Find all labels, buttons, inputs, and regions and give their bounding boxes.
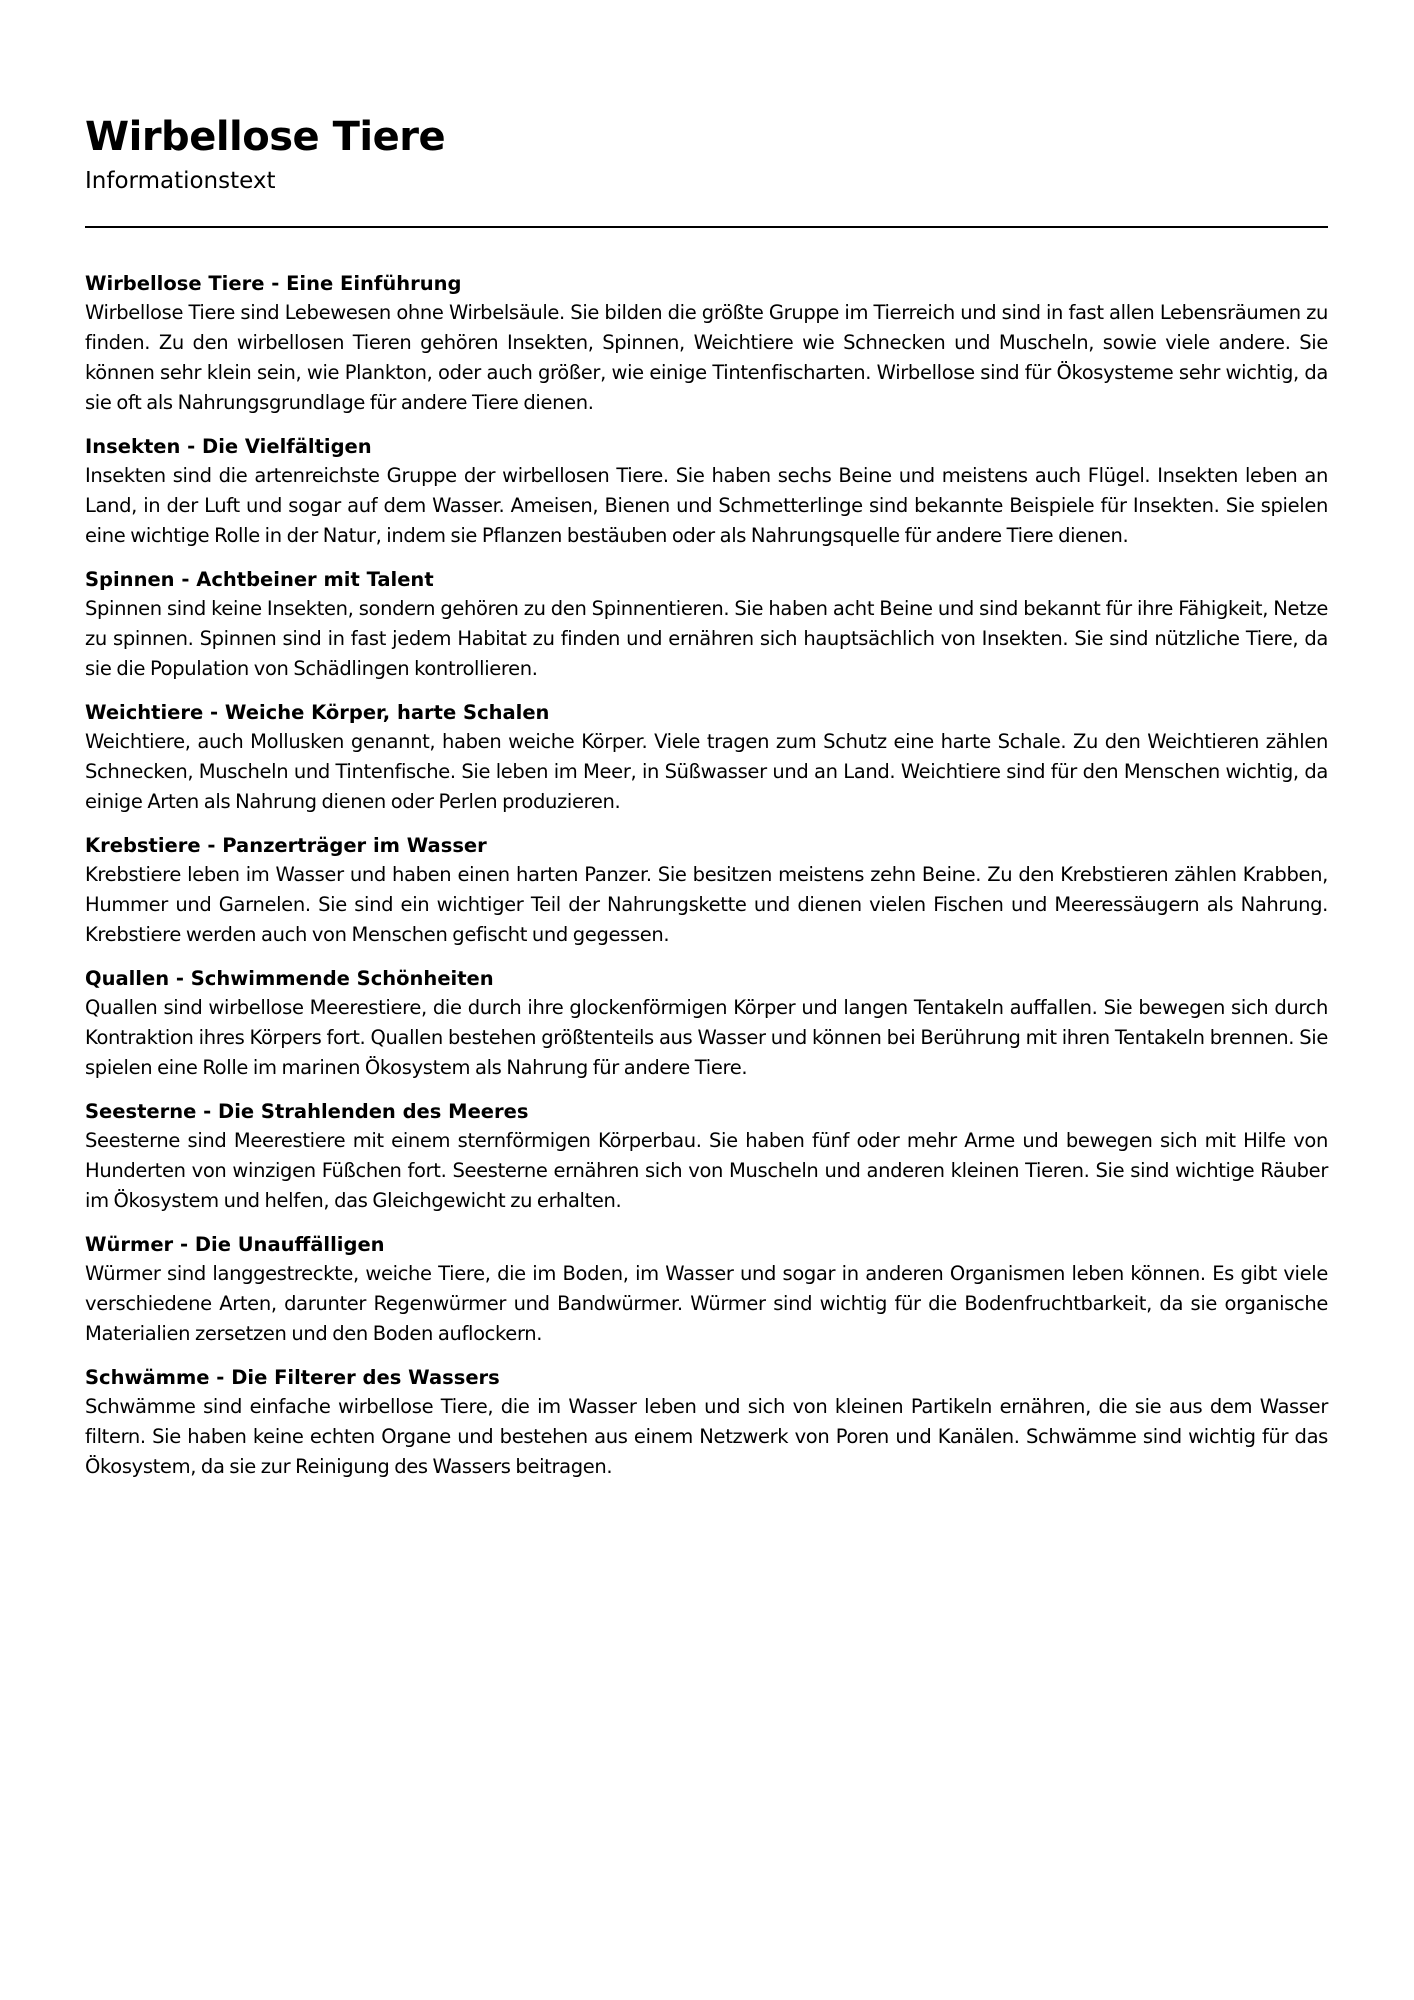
title-divider xyxy=(85,226,1328,228)
section-wuermer xyxy=(85,1230,1328,1349)
document-title: Wirbellose Tiere xyxy=(85,114,446,160)
section-heading: Insekten - Die Vielfältigen xyxy=(85,435,372,458)
section-text: Insekten sind die artenreichste Gruppe der wirbellosen Tiere. Sie haben sechs Beine und meistens auch Flügel. Insekten leben an Land, in der Luft und sogar auf dem Wasser. Ameisen, Bienen und Schmetterlinge sind bekannte Beispiele für Insekten. Sie spielen eine wichtige Rolle in der Natur, indem sie Pflanzen bestäuben oder als Nahrungsquelle für andere Tiere dienen. xyxy=(85,464,1328,547)
section-heading: Wirbellose Tiere - Eine Einführung xyxy=(85,272,462,295)
section-text: Würmer sind langgestreckte, weiche Tiere, die im Boden, im Wasser und sogar in anderen Organismen leben können. Es gibt viele verschiedene Arten, darunter Regenwürmer und Bandwürmer. Würmer sind wichtig für die Bodenfruchtbarkeit, da sie organische Materialien zersetzen und den Boden auflockern. xyxy=(85,1262,1328,1345)
section-text: Wirbellose Tiere sind Lebewesen ohne Wirbelsäule. Sie bilden die größte Gruppe im Tierreich und sind in fast allen Lebensräumen zu finden. Zu den wirbellosen Tieren gehören Insekten, Spinnen, Weichtiere wie Schnecken und Muscheln, sowie viele andere. Sie können sehr klein sein, wie Plankton, oder auch größer, wie einige Tintenfischarten. Wirbellose sind für Ökosysteme sehr wichtig, da sie oft als Nahrungsgrundlage für andere Tiere dienen. xyxy=(85,301,1328,414)
section-schwaemme xyxy=(85,1363,1328,1482)
section-text: Schwämme sind einfache wirbellose Tiere, die im Wasser leben und sich von kleinen Partikeln ernähren, die sie aus dem Wasser filtern. Sie haben keine echten Organe und bestehen aus einem Netzwerk von Poren und Kanälen. Schwämme sind wichtig für das Ökosystem, da sie zur Reinigung des Wassers beitragen. xyxy=(85,1395,1328,1478)
section-krebstiere xyxy=(85,831,1328,950)
section-heading: Krebstiere - Panzerträger im Wasser xyxy=(85,834,487,857)
section-text: Krebstiere leben im Wasser und haben einen harten Panzer. Sie besitzen meistens zehn Beine. Zu den Krebstieren zählen Krabben, Hummer und Garnelen. Sie sind ein wichtiger Teil der Nahrungskette und dienen vielen Fischen und Meeressäugern als Nahrung. Krebstiere werden auch von Menschen gefischt und gegessen. xyxy=(85,863,1328,946)
document-page xyxy=(85,112,1328,1496)
section-insekten xyxy=(85,432,1328,551)
section-text: Seesterne sind Meerestiere mit einem sternförmigen Körperbau. Sie haben fünf oder mehr Arme und bewegen sich mit Hilfe von Hunderten von winzigen Füßchen fort. Seesterne ernähren sich von Muscheln und anderen kleinen Tieren. Sie sind wichtige Räuber im Ökosystem und helfen, das Gleichgewicht zu erhalten. xyxy=(85,1129,1328,1212)
section-heading: Spinnen - Achtbeiner mit Talent xyxy=(85,568,434,591)
section-spinnen xyxy=(85,565,1328,684)
section-text: Quallen sind wirbellose Meerestiere, die durch ihre glockenförmigen Körper und langen Tentakeln auffallen. Sie bewegen sich durch Kontraktion ihres Körpers fort. Quallen bestehen größtenteils aus Wasser und können bei Berührung mit ihren Tentakeln brennen. Sie spielen eine Rolle im marinen Ökosystem als Nahrung für andere Tiere. xyxy=(85,996,1328,1079)
section-text: Spinnen sind keine Insekten, sondern gehören zu den Spinnentieren. Sie haben acht Beine und sind bekannt für ihre Fähigkeit, Netze zu spinnen. Spinnen sind in fast jedem Habitat zu finden und ernähren sich hauptsächlich von Insekten. Sie sind nützliche Tiere, da sie die Population von Schädlingen kontrollieren. xyxy=(85,597,1328,680)
section-heading: Würmer - Die Unauffälligen xyxy=(85,1233,385,1256)
document-subtitle: Informationstext xyxy=(85,168,276,194)
section-heading: Seesterne - Die Strahlenden des Meeres xyxy=(85,1100,529,1123)
section-quallen xyxy=(85,964,1328,1083)
sections-container xyxy=(85,269,1328,1482)
section-intro xyxy=(85,269,1328,418)
section-heading: Schwämme - Die Filterer des Wassers xyxy=(85,1366,500,1389)
section-heading: Weichtiere - Weiche Körper, harte Schalen xyxy=(85,701,550,724)
section-heading: Quallen - Schwimmende Schönheiten xyxy=(85,967,494,990)
section-weichtiere xyxy=(85,698,1328,817)
section-text: Weichtiere, auch Mollusken genannt, haben weiche Körper. Viele tragen zum Schutz eine harte Schale. Zu den Weichtieren zählen Schnecken, Muscheln und Tintenfische. Sie leben im Meer, in Süßwasser und an Land. Weichtiere sind für den Menschen wichtig, da einige Arten als Nahrung dienen oder Perlen produzieren. xyxy=(85,730,1328,813)
section-seesterne xyxy=(85,1097,1328,1216)
